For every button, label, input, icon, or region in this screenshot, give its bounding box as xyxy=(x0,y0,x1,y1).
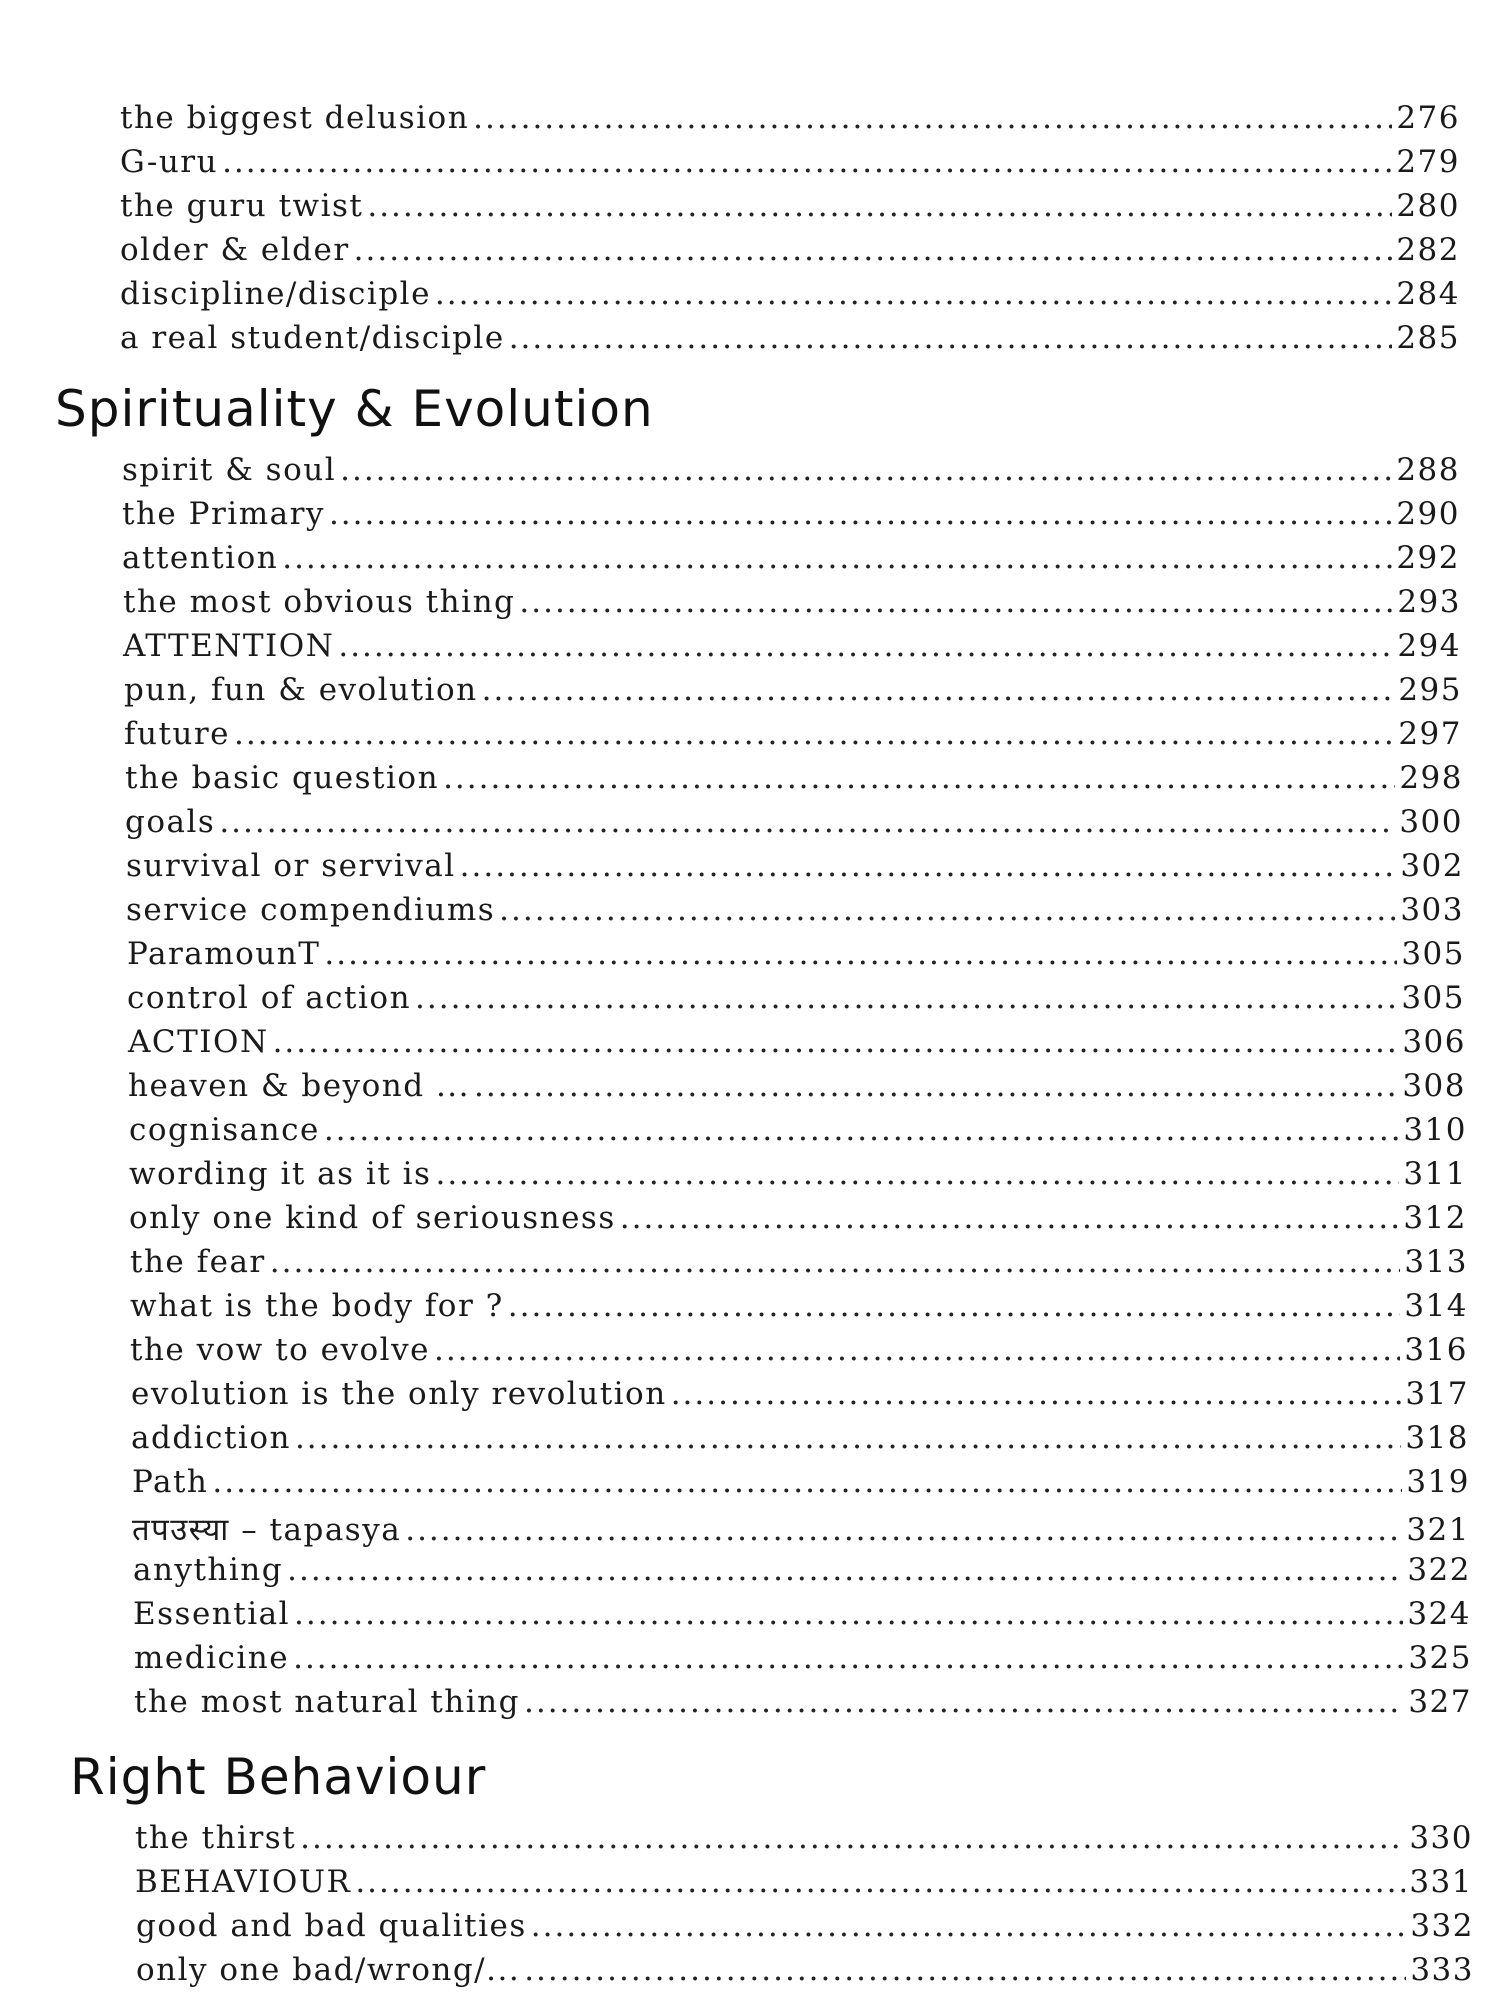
entry-page-number: 316 xyxy=(1404,1332,1468,1368)
dot-leader xyxy=(324,936,1397,972)
entry-title: anything xyxy=(133,1552,284,1588)
entry-title: Path xyxy=(132,1464,209,1500)
toc-entry xyxy=(120,276,1460,320)
dot-leader xyxy=(435,1156,1399,1192)
toc-entry xyxy=(124,672,1462,716)
entry-title: ACTION xyxy=(128,1024,269,1060)
entry-title: service compendiums xyxy=(126,892,496,928)
toc-entry xyxy=(126,892,1464,936)
entry-page-number: 303 xyxy=(1400,892,1464,928)
entry-title: only one bad/wrong/... xyxy=(136,1952,521,1988)
entry-page-number: 297 xyxy=(1398,716,1462,752)
entry-page-number: 325 xyxy=(1408,1640,1472,1676)
entry-page-number: 312 xyxy=(1403,1200,1467,1236)
dot-leader xyxy=(524,1684,1404,1720)
entry-page-number: 300 xyxy=(1399,804,1463,840)
toc-entry xyxy=(136,1952,1474,1996)
dot-leader xyxy=(482,672,1395,708)
dot-leader xyxy=(474,1068,1398,1104)
entry-page-number: 317 xyxy=(1405,1376,1469,1412)
entry-page-number: 330 xyxy=(1409,1820,1473,1856)
dot-leader xyxy=(499,892,1396,928)
section-heading: Spirituality & Evolution xyxy=(55,380,654,438)
toc-entry xyxy=(136,1908,1474,1952)
dot-leader xyxy=(435,276,1392,312)
dot-leader xyxy=(509,320,1393,356)
section-heading: Right Behaviour xyxy=(70,1748,487,1806)
dot-leader xyxy=(295,1420,1401,1456)
entry-page-number: 321 xyxy=(1406,1512,1470,1548)
entry-title: only one kind of seriousness xyxy=(129,1200,616,1236)
dot-leader xyxy=(508,1288,1401,1324)
dot-leader xyxy=(355,1864,1405,1900)
toc-entry xyxy=(130,1244,1468,1288)
entry-page-number: 318 xyxy=(1405,1420,1469,1456)
entry-title: the fear xyxy=(130,1244,266,1280)
toc-entry xyxy=(120,188,1460,232)
dot-leader xyxy=(270,1244,1401,1280)
entry-page-number: 298 xyxy=(1399,760,1463,796)
dot-leader xyxy=(620,1200,1400,1236)
dot-leader xyxy=(531,1908,1407,1944)
entry-title: ParamounT xyxy=(127,936,321,972)
dot-leader xyxy=(222,144,1392,180)
entry-title: ATTENTION xyxy=(123,628,335,664)
entry-title: the basic question xyxy=(125,760,440,796)
dot-leader xyxy=(443,760,1395,796)
entry-page-number: 285 xyxy=(1396,320,1460,356)
dot-leader xyxy=(415,980,1397,1016)
toc-entry xyxy=(128,1024,1466,1068)
entry-page-number: 279 xyxy=(1396,144,1460,180)
entry-title: a real student/disciple xyxy=(120,320,505,356)
entry-page-number: 322 xyxy=(1407,1552,1471,1588)
entry-title: discipline/disciple xyxy=(120,276,431,312)
dot-leader xyxy=(324,1112,1400,1148)
entry-page-number: 310 xyxy=(1403,1112,1467,1148)
dot-leader xyxy=(294,1596,1403,1632)
entry-page-number: 282 xyxy=(1396,232,1460,268)
dot-leader xyxy=(354,232,1393,268)
toc-entry xyxy=(126,848,1464,892)
entry-page-number: 305 xyxy=(1401,936,1465,972)
toc-entry xyxy=(135,1864,1473,1908)
dot-leader xyxy=(671,1376,1402,1412)
entry-page-number: 331 xyxy=(1409,1864,1473,1900)
toc-entry xyxy=(125,804,1463,848)
toc-entry xyxy=(127,980,1465,1024)
entry-title: cognisance xyxy=(129,1112,320,1148)
dot-leader xyxy=(338,628,1393,664)
toc-entry xyxy=(130,1288,1468,1332)
entry-page-number: 305 xyxy=(1401,980,1465,1016)
toc-entry xyxy=(122,452,1460,496)
dot-leader xyxy=(219,804,1395,840)
entry-page-number: 293 xyxy=(1397,584,1461,620)
entry-title: medicine xyxy=(134,1640,290,1676)
toc-entry xyxy=(135,1820,1473,1864)
entry-page-number: 294 xyxy=(1397,628,1461,664)
toc-entry xyxy=(132,1508,1470,1552)
entry-title: the thirst xyxy=(135,1820,297,1856)
toc-entry xyxy=(120,144,1460,188)
toc-entry xyxy=(133,1596,1471,1640)
entry-title: G-uru xyxy=(120,144,219,180)
entry-page-number: 324 xyxy=(1407,1596,1471,1632)
dot-leader xyxy=(405,1512,1402,1548)
toc-entry xyxy=(127,936,1465,980)
entry-title: attention xyxy=(122,540,279,576)
entry-page-number: 314 xyxy=(1404,1288,1468,1324)
entry-title: addiction xyxy=(131,1420,291,1456)
entry-title: heaven & beyond ... xyxy=(128,1068,471,1104)
entry-page-number: 332 xyxy=(1410,1908,1474,1944)
toc-entry xyxy=(133,1552,1471,1596)
dot-leader xyxy=(460,848,1397,884)
entry-title: pun, fun & evolution xyxy=(124,672,478,708)
entry-title: older & elder xyxy=(120,232,350,268)
entry-title: wording it as it is xyxy=(129,1156,432,1192)
toc-entry xyxy=(123,584,1461,628)
dot-leader xyxy=(293,1640,1404,1676)
entry-page-number: 288 xyxy=(1396,452,1460,488)
entry-title: spirit & soul xyxy=(122,452,337,488)
toc-entry xyxy=(129,1200,1467,1244)
toc-entry xyxy=(129,1112,1467,1156)
toc-entry xyxy=(122,540,1460,584)
entry-title: तपउस्या – tapasya xyxy=(132,1512,402,1548)
toc-entry xyxy=(124,716,1462,760)
entry-page-number: 319 xyxy=(1406,1464,1470,1500)
dot-leader xyxy=(340,452,1392,488)
toc-entry xyxy=(123,628,1461,672)
entry-page-number: 308 xyxy=(1402,1068,1466,1104)
entry-title: control of action xyxy=(127,980,412,1016)
dot-leader xyxy=(300,1820,1405,1856)
toc-entry xyxy=(122,496,1460,540)
entry-title: survival or servival xyxy=(126,848,456,884)
entry-page-number: 292 xyxy=(1396,540,1460,576)
entry-title: the Primary xyxy=(122,496,325,532)
dot-leader xyxy=(273,1024,1399,1060)
toc-entry xyxy=(131,1376,1469,1420)
entry-page-number: 295 xyxy=(1398,672,1462,708)
entry-page-number: 311 xyxy=(1403,1156,1467,1192)
toc-entry xyxy=(120,232,1460,276)
entry-title: the biggest delusion xyxy=(120,100,470,136)
toc-entry xyxy=(130,1332,1468,1376)
entry-title: the guru twist xyxy=(120,188,364,224)
toc-entry xyxy=(125,760,1463,804)
dot-leader xyxy=(212,1464,1402,1500)
entry-title: the most obvious thing xyxy=(123,584,516,620)
entry-title: Essential xyxy=(133,1596,291,1632)
entry-page-number: 302 xyxy=(1400,848,1464,884)
entry-page-number: 313 xyxy=(1404,1244,1468,1280)
dot-leader xyxy=(234,716,1394,752)
entry-page-number: 327 xyxy=(1408,1684,1472,1720)
dot-leader xyxy=(367,188,1392,224)
entry-title: the vow to evolve xyxy=(130,1332,430,1368)
entry-title: future xyxy=(124,716,231,752)
entry-page-number: 276 xyxy=(1396,100,1460,136)
dot-leader xyxy=(524,1952,1406,1988)
toc-entry xyxy=(128,1068,1466,1112)
dot-leader xyxy=(519,584,1393,620)
dot-leader xyxy=(473,100,1392,136)
entry-title: BEHAVIOUR xyxy=(135,1864,352,1900)
toc-entry xyxy=(120,100,1460,144)
entry-page-number: 284 xyxy=(1396,276,1460,312)
entry-page-number: 333 xyxy=(1410,1952,1474,1988)
toc-entry xyxy=(132,1464,1470,1508)
entry-title: the most natural thing xyxy=(134,1684,520,1720)
dot-leader xyxy=(434,1332,1400,1368)
dot-leader xyxy=(282,540,1392,576)
entry-page-number: 290 xyxy=(1396,496,1460,532)
dot-leader xyxy=(287,1552,1403,1588)
toc-entry xyxy=(129,1156,1467,1200)
toc-entry xyxy=(134,1684,1472,1728)
toc-entry xyxy=(134,1640,1472,1684)
entry-title: goals xyxy=(125,804,216,840)
entry-page-number: 306 xyxy=(1402,1024,1466,1060)
entry-page-number: 280 xyxy=(1396,188,1460,224)
entry-title: what is the body for ? xyxy=(130,1288,504,1324)
entry-title: evolution is the only revolution xyxy=(131,1376,667,1412)
toc-entry xyxy=(131,1420,1469,1464)
entry-title: good and bad qualities xyxy=(136,1908,527,1944)
toc-entry xyxy=(120,320,1460,364)
dot-leader xyxy=(329,496,1392,532)
